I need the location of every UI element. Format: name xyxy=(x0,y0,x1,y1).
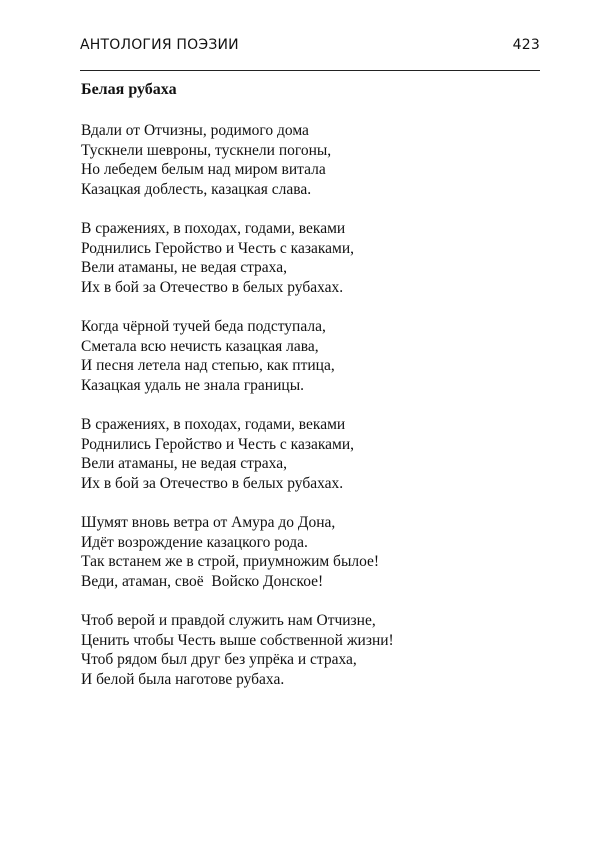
poem-line: И песня летела над степью, как птица, xyxy=(81,357,335,374)
poem-line: Чтоб верой и правдой служить нам Отчизне, xyxy=(81,612,376,629)
poem-line: Роднились Геройство и Честь с казаками, xyxy=(81,239,355,257)
poem-line: Вели атаманы, не ведая страха, xyxy=(81,259,287,276)
poem-line: Шумят вновь ветра от Амура до Дона, xyxy=(81,514,336,531)
poem-line: В сражениях, в походах, годами, веками xyxy=(81,220,346,237)
running-header xyxy=(80,37,540,59)
stanza-1 xyxy=(81,121,541,199)
poem-line: Чтоб рядом был друг без упрёка и страха, xyxy=(81,651,357,668)
poem-line: Казацкая доблесть, казацкая слава. xyxy=(81,180,312,198)
poem-line: Вели атаманы, не ведая страха, xyxy=(81,455,287,472)
poem-line: Сметала всю нечисть казацкая лава, xyxy=(81,337,319,355)
poem xyxy=(81,80,541,709)
poem-title: Белая рубаха xyxy=(81,81,177,98)
stanza-5 xyxy=(81,513,541,591)
poem-line: И белой была наготове рубаха. xyxy=(81,670,285,688)
poem-line: Казацкая удаль не знала границы. xyxy=(81,376,304,394)
running-title: АНТОЛОГИЯ ПОЭЗИИ xyxy=(80,37,239,53)
poem-line: Ценить чтобы Честь выше собственной жизни! xyxy=(81,631,394,649)
poem-line: Когда чёрной тучей беда подступала, xyxy=(81,318,326,335)
page-number: 423 xyxy=(512,37,540,53)
header-rule xyxy=(80,70,540,71)
poem-line: Но лебедем белым над миром витала xyxy=(81,161,326,178)
stanza-3 xyxy=(81,317,541,395)
poem-line: Идёт возрождение казацкого рода. xyxy=(81,533,308,551)
poem-line: Так встанем же в строй, приумножим былое! xyxy=(81,553,380,570)
stanza-6 xyxy=(81,611,541,689)
poem-line: Веди, атаман, своё Войско Донское! xyxy=(81,572,324,590)
poem-line: Вдали от Отчизны, родимого дома xyxy=(81,122,309,139)
stanza-4 xyxy=(81,415,541,493)
poem-line: В сражениях, в походах, годами, веками xyxy=(81,416,346,433)
poem-line: Их в бой за Отечество в белых рубахах. xyxy=(81,278,344,296)
poem-line: Их в бой за Отечество в белых рубахах. xyxy=(81,474,344,492)
poem-line: Роднились Геройство и Честь с казаками, xyxy=(81,435,355,453)
stanza-2 xyxy=(81,219,541,297)
poem-line: Тускнели шевроны, тускнели погоны, xyxy=(81,141,332,159)
